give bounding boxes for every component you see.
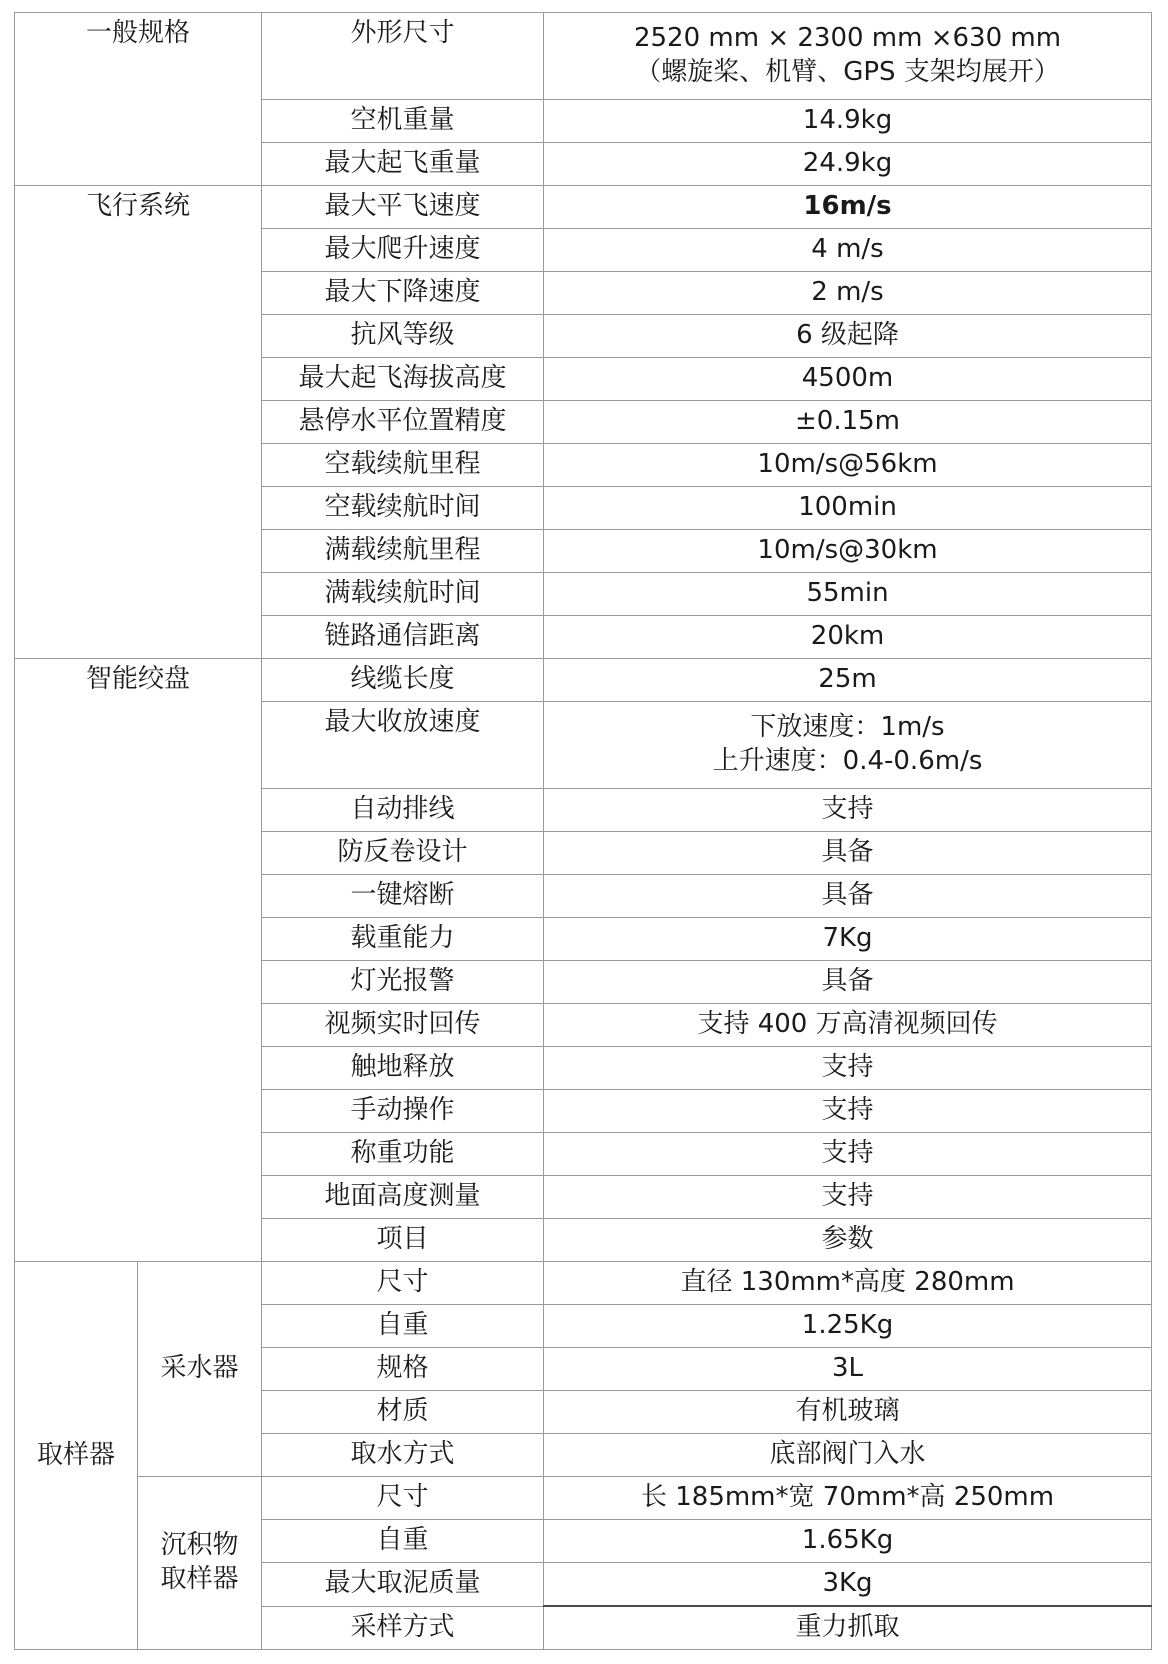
table-row <box>15 1262 1152 1305</box>
subcategory-sediment-sampler <box>138 1477 262 1650</box>
row-value: 支持 <box>544 1176 1152 1219</box>
row-value: 具备 <box>544 832 1152 875</box>
row-label: 空载续航里程 <box>262 444 544 487</box>
row-label: 最大起飞重量 <box>262 143 544 186</box>
row-label: 地面高度测量 <box>262 1176 544 1219</box>
row-label: 视频实时回传 <box>262 1004 544 1047</box>
row-value: ±0.15m <box>544 401 1152 444</box>
value-line: 下放速度：1m/s <box>750 712 945 743</box>
row-value: 14.9kg <box>544 100 1152 143</box>
row-label: 自重 <box>262 1305 544 1348</box>
category-flight: 飞行系统 <box>15 186 262 659</box>
row-value: 7Kg <box>544 918 1152 961</box>
row-value: 直径 130mm*高度 280mm <box>544 1262 1152 1305</box>
subcategory-line: 沉积物 <box>160 1530 239 1561</box>
value-line: 上升速度：0.4-0.6m/s <box>712 746 983 776</box>
row-value: 底部阀门入水 <box>544 1434 1152 1477</box>
row-value: 支持 <box>544 1133 1152 1176</box>
row-value: 支持 <box>544 1090 1152 1133</box>
row-value: 支持 400 万高清视频回传 <box>544 1004 1152 1047</box>
row-label: 悬停水平位置精度 <box>262 401 544 444</box>
row-label: 尺寸 <box>262 1262 544 1305</box>
row-label: 最大起飞海拔高度 <box>262 358 544 401</box>
row-value: 1.65Kg <box>544 1520 1152 1563</box>
row-value: 20km <box>544 616 1152 659</box>
row-label: 手动操作 <box>262 1090 544 1133</box>
subcategory-water-sampler: 采水器 <box>138 1262 262 1477</box>
row-value: 具备 <box>544 961 1152 1004</box>
row-label: 防反卷设计 <box>262 832 544 875</box>
row-value: 4500m <box>544 358 1152 401</box>
row-label: 最大爬升速度 <box>262 229 544 272</box>
row-label: 称重功能 <box>262 1133 544 1176</box>
row-value <box>544 13 1152 100</box>
row-value: 6 级起降 <box>544 315 1152 358</box>
category-sampler: 取样器 <box>15 1262 138 1650</box>
row-label: 规格 <box>262 1348 544 1391</box>
row-label: 自重 <box>262 1520 544 1563</box>
row-label: 取水方式 <box>262 1434 544 1477</box>
row-value: 2 m/s <box>544 272 1152 315</box>
row-label: 灯光报警 <box>262 961 544 1004</box>
row-label: 尺寸 <box>262 1477 544 1520</box>
table-row <box>15 659 1152 702</box>
row-label: 满载续航时间 <box>262 573 544 616</box>
row-value: 重力抓取 <box>544 1606 1152 1650</box>
row-value: 4 m/s <box>544 229 1152 272</box>
row-label: 最大平飞速度 <box>262 186 544 229</box>
subcategory-line: 取样器 <box>160 1564 239 1594</box>
row-label: 链路通信距离 <box>262 616 544 659</box>
row-value: 24.9kg <box>544 143 1152 186</box>
row-value: 具备 <box>544 875 1152 918</box>
row-label: 采样方式 <box>262 1606 544 1650</box>
row-value: 100min <box>544 487 1152 530</box>
value-line: （螺旋桨、机臂、GPS 支架均展开） <box>635 57 1060 87</box>
row-label: 自动排线 <box>262 789 544 832</box>
row-label: 项目 <box>262 1219 544 1262</box>
table-row <box>15 186 1152 229</box>
row-label: 触地释放 <box>262 1047 544 1090</box>
row-label: 满载续航里程 <box>262 530 544 573</box>
row-label: 最大取泥质量 <box>262 1563 544 1607</box>
row-label: 空载续航时间 <box>262 487 544 530</box>
category-winch: 智能绞盘 <box>15 659 262 1262</box>
row-value: 长 185mm*宽 70mm*高 250mm <box>544 1477 1152 1520</box>
row-value: 3Kg <box>544 1563 1152 1607</box>
row-value: 有机玻璃 <box>544 1391 1152 1434</box>
category-general: 一般规格 <box>15 13 262 186</box>
row-value: 3L <box>544 1348 1152 1391</box>
row-value: 10m/s@30km <box>544 530 1152 573</box>
row-label: 最大下降速度 <box>262 272 544 315</box>
row-label: 一键熔断 <box>262 875 544 918</box>
row-label: 最大收放速度 <box>262 702 544 789</box>
row-value: 支持 <box>544 789 1152 832</box>
row-label: 材质 <box>262 1391 544 1434</box>
row-label: 载重能力 <box>262 918 544 961</box>
row-label: 抗风等级 <box>262 315 544 358</box>
row-label: 外形尺寸 <box>262 13 544 100</box>
row-label: 线缆长度 <box>262 659 544 702</box>
spec-table <box>14 12 1152 1650</box>
row-value: 16m/s <box>544 186 1152 229</box>
row-value: 25m <box>544 659 1152 702</box>
value-line: 2520 mm × 2300 mm ×630 mm <box>633 23 1062 54</box>
row-value: 1.25Kg <box>544 1305 1152 1348</box>
row-label: 空机重量 <box>262 100 544 143</box>
row-value: 55min <box>544 573 1152 616</box>
row-value: 支持 <box>544 1047 1152 1090</box>
row-value <box>544 702 1152 789</box>
row-value: 参数 <box>544 1219 1152 1262</box>
row-value: 10m/s@56km <box>544 444 1152 487</box>
table-row <box>15 13 1152 100</box>
table-row <box>15 1477 1152 1520</box>
